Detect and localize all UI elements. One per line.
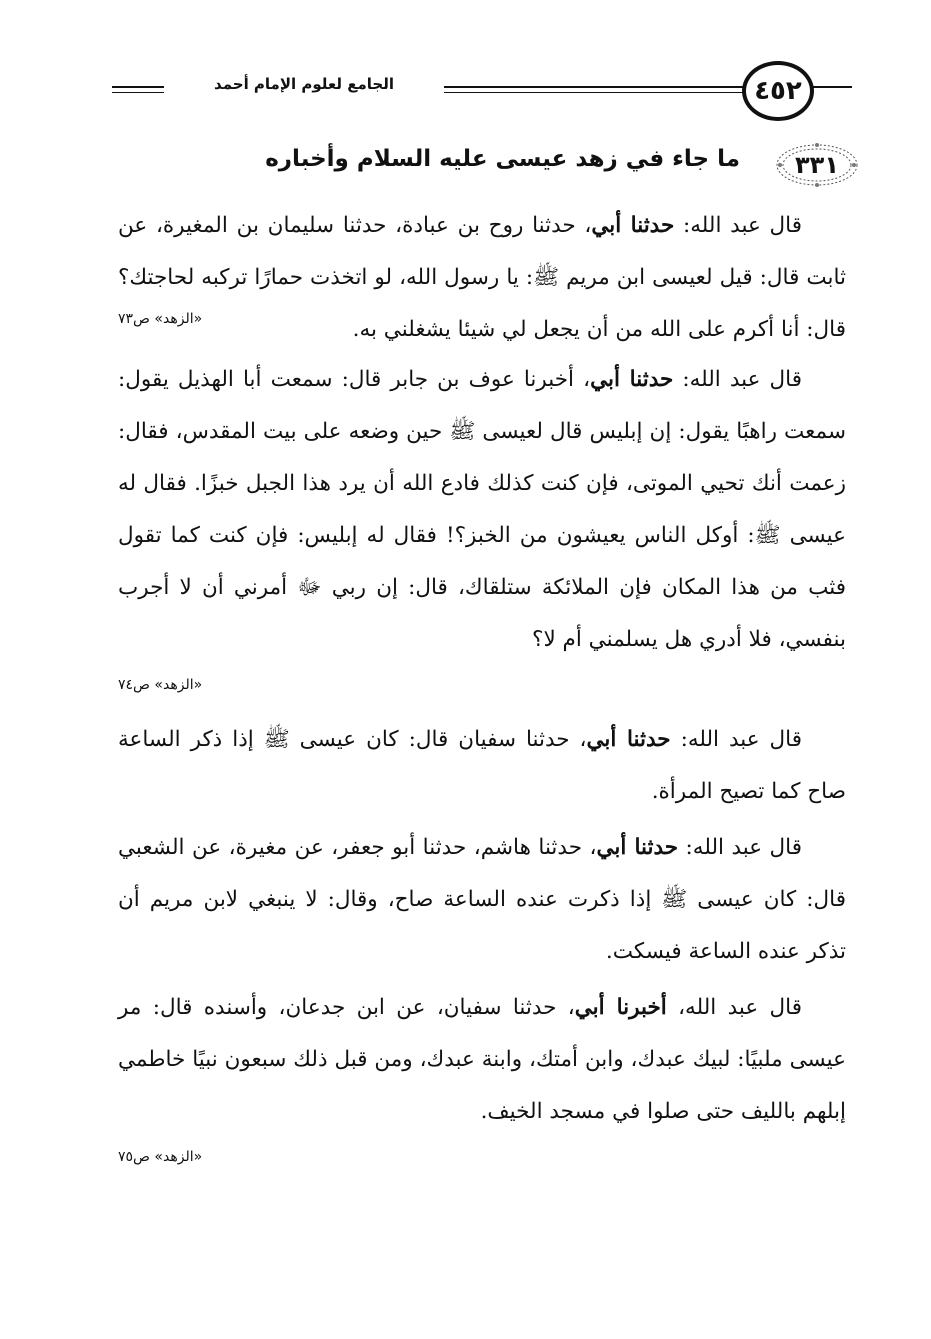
header-rule-right	[812, 86, 852, 88]
book-title: الجامع لعلوم الإمام أحمد	[164, 75, 444, 93]
hadith-paragraph	[118, 822, 846, 978]
narration-lead: قال عبد الله:	[678, 835, 802, 860]
narration-text: ، حدثنا روح بن عبادة، حدثنا سليمان بن المغيرة، عن ثابت قال: قيل لعيسى ابن مريم ﷺ: يا رسول الله، لو اتخذت حمارًا تركبه لحاجتك؟ قال: أنا أكرم على الله من أن يجعل لي شيئا يشغلني به.	[118, 213, 846, 342]
hadith-paragraph	[118, 354, 846, 666]
narration-lead: قال عبد الله:	[673, 367, 802, 392]
narration-text: ، حدثنا سفيان قال: كان عيسى ﷺ إذا ذكر الساعة صاح كما تصيح المرأة.	[118, 727, 846, 804]
main-content	[118, 200, 846, 1186]
narration-lead: قال عبد الله:	[670, 727, 802, 752]
page-header	[112, 58, 852, 124]
source-reference: «الزهد» ص٧٤	[118, 677, 203, 693]
narrator-bold: حدثنا أبي	[586, 727, 671, 752]
narration-lead: قال عبد الله:	[674, 213, 802, 238]
narration-lead: قال عبد الله،	[666, 995, 802, 1020]
section-title: ما جاء في زهد عيسى عليه السلام وأخباره	[265, 146, 740, 172]
page-number-badge	[742, 61, 814, 121]
hadith-paragraph	[118, 200, 846, 356]
narration-text: ، أخبرنا عوف بن جابر قال: سمعت أبا الهذيل يقول: سمعت راهبًا يقول: إن إبليس قال لعيسى ﷺ حين وضعه على بيت المقدس، فقال: زعمت أنك تحيي الموتى، فإن كنت كذلك فادع الله أن يرد هذا الجبل خبزًا. فقال له عيسى ﷺ: أوكل الناس يعيشون من الخبز؟! فقال له إبليس: فإن كنت كما تقول فثب من هذا المكان فإن الملائكة ستلقاك، قال: إن ربي ﷻ أمرني أن لا أجرب بنفسي، فلا أدري هل يسلمني أم لا؟	[118, 367, 846, 652]
section-heading	[240, 142, 860, 192]
narrator-bold: حدثنا أبي	[591, 213, 675, 238]
source-reference: «الزهد» ص٧٥	[118, 1149, 203, 1165]
narration-text: ، حدثنا هاشم، حدثنا أبو جعفر، عن مغيرة، عن الشعبي قال: كان عيسى ﷺ إذا ذكرت عنده الساعة صاح، وقال: لا ينبغي لابن مريم أن تذكر عنده الساعة فيسكت.	[118, 835, 846, 964]
section-number: ٣٣١	[795, 151, 839, 179]
narration-text: ، حدثنا سفيان، عن ابن جدعان، وأسنده قال: مر عيسى ملبيًا: لبيك عبدك، وابن أمتك، وابنة عبدك، ومن قبل ذلك سبعون نبيًا خاطمي إبلهم بالليف حتى صلوا في مسجد الخيف.	[118, 995, 846, 1124]
hadith-paragraph	[118, 982, 846, 1138]
narrator-bold: أخبرنا أبي	[574, 995, 667, 1020]
source-reference: «الزهد» ص٧٣	[118, 311, 203, 327]
section-number-ornament	[774, 142, 860, 188]
page-number: ٤٥٢	[754, 76, 802, 106]
narrator-bold: حدثنا أبي	[590, 367, 674, 392]
hadith-paragraph	[118, 714, 846, 818]
narrator-bold: حدثنا أبي	[596, 835, 679, 860]
